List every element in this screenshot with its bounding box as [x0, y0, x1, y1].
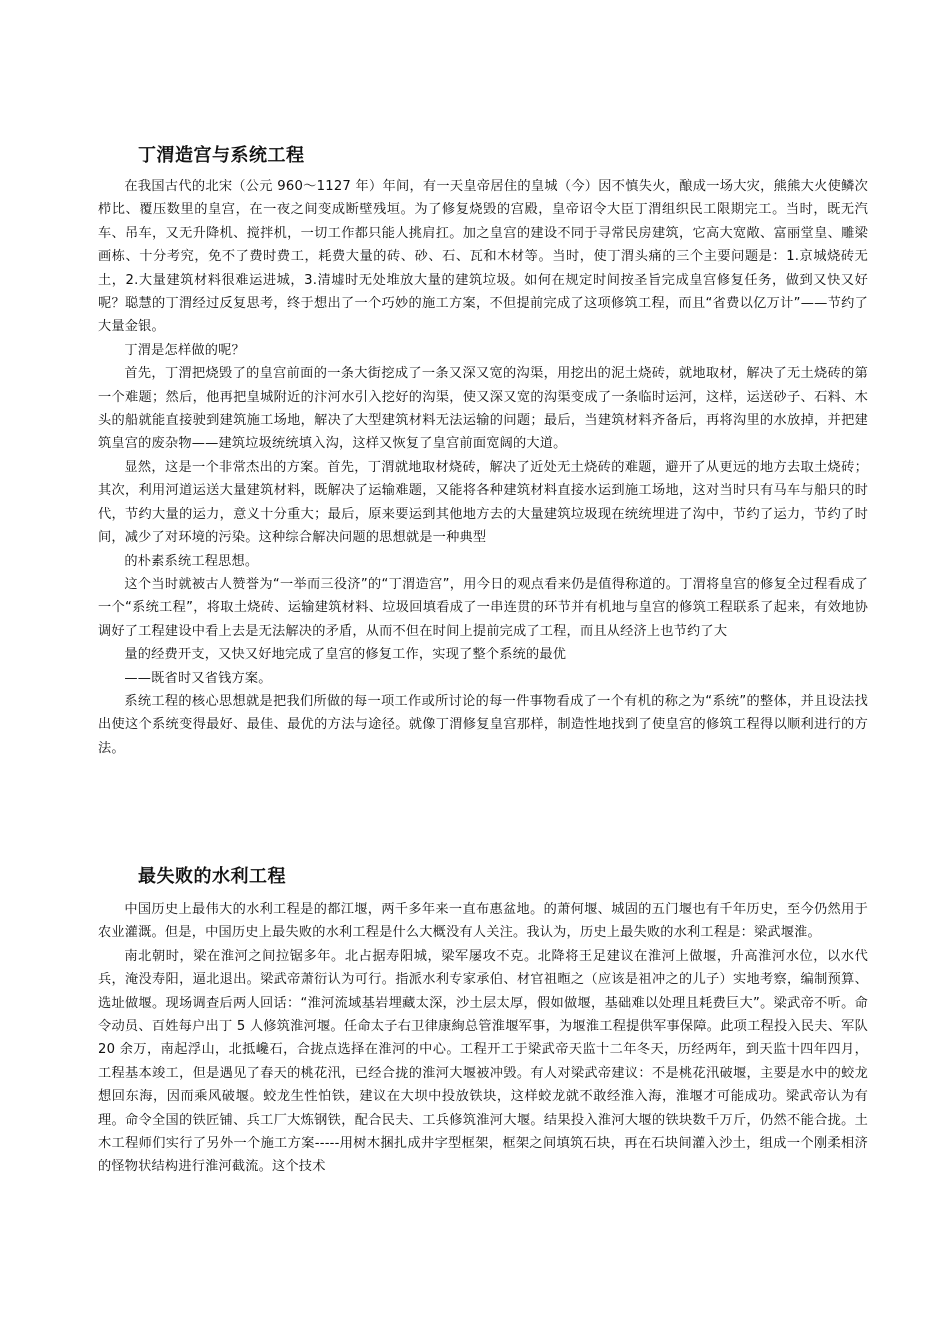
paragraph: 首先，丁渭把烧毁了的皇宫前面的一条大街挖成了一条又深又宽的沟渠，用挖出的泥土烧砖，就地取材，解决了无土烧砖的第一个难题；然后，他再把皇城附近的汴河水引入挖好的沟渠，使又深又宽的沟渠变成了一条临时运河，这样，运送砂子、石料、木头的船就能直接驶到建筑施工场地，解决了大型建筑材料无法运输的问题；最后，当建筑材料齐备后，再将沟里的水放掉，并把建筑皇宫的废杂物——建筑垃圾统统填入沟，这样又恢复了皇宫前面宽阔的大道。 [98, 366, 868, 452]
paragraph: 系统工程的核心思想就是把我们所做的每一项工作或所讨论的每一件事物看成了一个有机的称之为“系统”的整体，并且设法找出使这个系统变得最好、最佳、最优的方法与途径。就像丁渭修复皇宫那样，制造性地找到了使皇宫的修筑工程得以顺利进行的方法。 [98, 693, 868, 756]
section-body [98, 175, 868, 760]
paragraph: 这个当时就被古人赞誉为“一举而三役济”的“丁渭造宫”，用今日的观点看来仍是值得称道的。丁渭将皇宫的修复全过程看成了一个“系统工程”，将取土烧砖、运输建筑材料、垃圾回填看成了一串连贯的环节并有机地与皇宫的修筑工程联系了起来，有效地协调好了工程建设中看上去是无法解决的矛盾，从而不但在时间上提前完成了工程，而且从经济上也节约了大 [98, 576, 868, 639]
paragraph: 显然，这是一个非常杰出的方案。首先，丁渭就地取材烧砖，解决了近处无土烧砖的难题，避开了从更远的地方去取土烧砖；其次，利用河道运送大量建筑材料，既解决了运输难题，又能将各种建筑材料直接水运到施工场地，这对当时只有马车与船只的时代，节约大量的运力，意义十分重大；最后，原来要运到其他地方去的大量建筑垃圾现在统统埋进了沟中，节约了运力，节约了时间，减少了对环境的污染。这种综合解决问题的思想就是一种典型 [98, 459, 868, 546]
paragraph: 南北朝时，梁在淮河之间拉锯多年。北占据寿阳城，梁军屡攻不克。北降将王足建议在淮河上做堰，升高淮河水位，以水代兵，淹没寿阳，逼北退出。梁武帝萧衍认为可行。指派水利专家承伯、材官祖暅之（应该是祖冲之的儿子）实地考察，编制预算、选址做堰。现场调查后两人回话：“淮河流域基岩埋藏太深，沙土层太厚，假如做堰，基础难以处理且耗费巨大”。梁武帝不听。命令动员、百姓每户出丁 5 人修筑淮河堰。任命太子右卫律康絢总管淮堰军事，为堰淮工程提供军事保障。此项工程投入民夫、军队 20 余万，南起浮山，北抵巉石，合拢点选择在淮河的中心。工程开工于梁武帝天监十二年冬天，历经两年，到天监十四年四月，工程基本竣工，但是遇见了春天的桃花汛，已经合拢的淮河大堰被冲毁。有人对梁武帝建议：不是桃花汛破堰，主要是水中的蛟龙想回东海，因而乘风破堰。蛟龙生性怕铁，建议在大坝中投放铁块，这样蛟龙就不敢经淮入海，淮堰才可能成功。梁武帝认为有理。命令全国的铁匠铺、兵工厂大炼钢铁，配合民夫、工兵修筑淮河大堰。结果投入淮河大堰的铁块数千万斤，仍然不能合拢。土木工程师们实行了另外一个施工方案-----用树木捆扎成井字型框架，框架之间填筑石块，再在石块间灌入沙土，组成一个刚柔相济的怪物状结构进行淮河截流。这个技术 [98, 948, 868, 1175]
paragraph: 中国历史上最伟大的水利工程是的都江堰，两千多年来一直布惠盆地。的萧何堰、城固的五门堰也有千年历史，至今仍然用于农业灌溉。但是，中国历史上最失败的水利工程是什么大概没有人关注。我认为，历史上最失败的水利工程是：梁武堰淮。 [98, 902, 868, 941]
section-title: 最失败的水利工程 [138, 866, 286, 887]
paragraph: 在我国古代的北宋（公元 960～1127 年）年间，有一天皇帝居住的皇城（今）因不慎失火，酿成一场大灾，熊熊大火使鳞次栉比、覆压数里的皇宫，在一夜之间变成断壁残垣。为了修复烧毁的宫殿，皇帝诏令大臣丁渭组织民工限期完工。当时，既无汽车、吊车，又无升降机、搅拌机，一切工作都只能人挑肩扛。加之皇宫的建设不同于寻常民房建筑，它高大宽敞、富丽堂皇、雕梁画栋、十分考究，免不了费时费工，耗费大量的砖、砂、石、瓦和木材等。当时，使丁渭头痛的三个主要问题是：1.京城烧砖无土，2.大量建筑材料很难运进城，3.清墟时无处堆放大量的建筑垃圾。如何在规定时间按圣旨完成皇宫修复任务，做到又快又好呢？聪慧的丁渭经过反复思考，终于想出了一个巧妙的施工方案，不但提前完成了这项修筑工程，而且“省费以亿万计”——节约了大量金银。 [98, 179, 868, 335]
section-huaihe [98, 858, 868, 1258]
section-dingwei [98, 137, 868, 827]
section-title: 丁渭造宫与系统工程 [138, 145, 305, 166]
paragraph: 的朴素系统工程思想。 [124, 553, 259, 569]
paragraph: ——既省时又省钱方案。 [124, 670, 272, 686]
paragraph: 量的经费开支，又快又好地完成了皇宫的修复工作，实现了整个系统的最优 [124, 647, 567, 663]
section-body [98, 898, 868, 1179]
paragraph: 丁渭是怎样做的呢？ [124, 342, 245, 358]
